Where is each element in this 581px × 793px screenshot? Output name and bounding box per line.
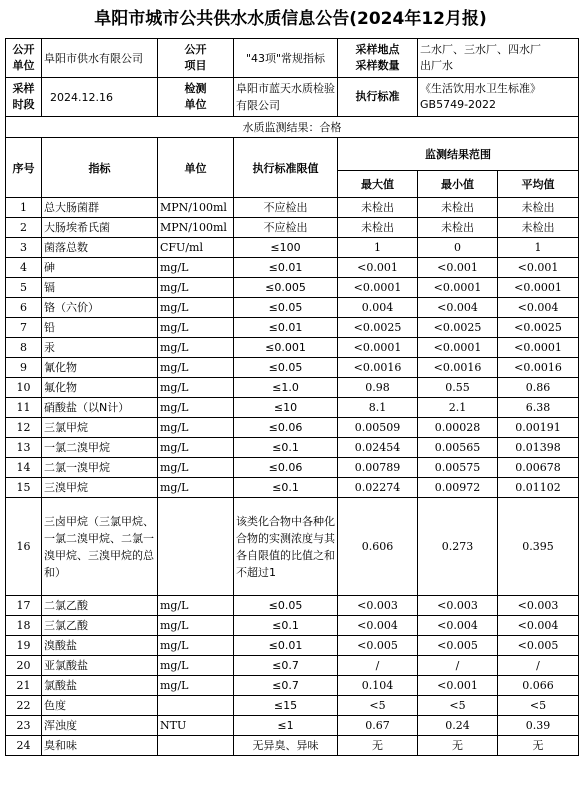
row-name: 一氯二溴甲烷 (42, 438, 158, 458)
row-max: 0.02274 (338, 478, 418, 498)
row-unit: CFU/ml (158, 238, 234, 258)
row-unit: mg/L (158, 596, 234, 616)
row-min: 无 (418, 736, 498, 756)
row-avg: 0.86 (498, 378, 579, 398)
lab-label: 检测 单位 (158, 78, 234, 117)
table-row (6, 238, 579, 258)
row-min: <0.0016 (418, 358, 498, 378)
row-min: <5 (418, 696, 498, 716)
row-min: 0.55 (418, 378, 498, 398)
row-avg: 0.39 (498, 716, 579, 736)
row-name: 三溴甲烷 (42, 478, 158, 498)
row-limit: 不应检出 (234, 218, 338, 238)
row-avg: 0.395 (498, 498, 579, 596)
row-avg: <0.005 (498, 636, 579, 656)
row-unit: MPN/100ml (158, 198, 234, 218)
header-range: 监测结果范围 (338, 138, 579, 171)
row-unit: mg/L (158, 478, 234, 498)
row-avg: 0.00678 (498, 458, 579, 478)
row-limit: ≤0.01 (234, 318, 338, 338)
row-max: <0.0001 (338, 338, 418, 358)
row-no: 11 (6, 398, 42, 418)
row-max: <0.001 (338, 258, 418, 278)
table-row (6, 498, 579, 596)
row-avg: 0.066 (498, 676, 579, 696)
row-unit: mg/L (158, 378, 234, 398)
row-no: 21 (6, 676, 42, 696)
table-row (6, 736, 579, 756)
row-unit: mg/L (158, 318, 234, 338)
row-no: 9 (6, 358, 42, 378)
row-name: 铬（六价） (42, 298, 158, 318)
row-unit: mg/L (158, 676, 234, 696)
row-avg: <0.003 (498, 596, 579, 616)
row-min: <0.001 (418, 676, 498, 696)
row-name: 三卤甲烷（三氯甲烷、一氯二溴甲烷、二氯一溴甲烷、三溴甲烷的总和） (42, 498, 158, 596)
row-no: 13 (6, 438, 42, 458)
row-unit: mg/L (158, 458, 234, 478)
row-no: 14 (6, 458, 42, 478)
row-limit: ≤0.7 (234, 656, 338, 676)
table-row (6, 418, 579, 438)
table-row (6, 656, 579, 676)
row-max: <0.003 (338, 596, 418, 616)
row-max: <0.0001 (338, 278, 418, 298)
info-row-2 (6, 78, 579, 117)
row-no: 5 (6, 278, 42, 298)
table-row (6, 438, 579, 458)
table-row (6, 198, 579, 218)
row-max: 0.98 (338, 378, 418, 398)
row-max: / (338, 656, 418, 676)
row-avg: 0.00191 (498, 418, 579, 438)
row-max: 0.67 (338, 716, 418, 736)
row-name: 浑浊度 (42, 716, 158, 736)
row-avg: <0.0001 (498, 338, 579, 358)
row-name: 砷 (42, 258, 158, 278)
row-avg: 6.38 (498, 398, 579, 418)
site-qty-label: 采样地点 采样数量 (338, 39, 418, 78)
result-line: 水质监测结果：合格 (6, 117, 579, 138)
row-min: <0.003 (418, 596, 498, 616)
row-max: 0.00789 (338, 458, 418, 478)
header-unit: 单位 (158, 138, 234, 198)
row-name: 臭和味 (42, 736, 158, 756)
table-row (6, 458, 579, 478)
header-index: 指标 (42, 138, 158, 198)
row-max: 0.02454 (338, 438, 418, 458)
row-name: 二氯乙酸 (42, 596, 158, 616)
project-value: "43项"常规指标 (234, 39, 338, 78)
row-unit (158, 696, 234, 716)
row-limit: ≤0.001 (234, 338, 338, 358)
row-avg: / (498, 656, 579, 676)
row-min: 0.00972 (418, 478, 498, 498)
row-avg: <0.004 (498, 616, 579, 636)
row-limit: ≤0.005 (234, 278, 338, 298)
row-no: 3 (6, 238, 42, 258)
table-row (6, 596, 579, 616)
table-row (6, 398, 579, 418)
project-label: 公开 项目 (158, 39, 234, 78)
unit-label: 公开 单位 (6, 39, 42, 78)
row-no: 22 (6, 696, 42, 716)
row-limit: 不应检出 (234, 198, 338, 218)
table-body (6, 198, 579, 756)
row-limit: ≤0.01 (234, 258, 338, 278)
table-row (6, 616, 579, 636)
row-max: 8.1 (338, 398, 418, 418)
row-max: 0.004 (338, 298, 418, 318)
row-unit: mg/L (158, 278, 234, 298)
row-no: 17 (6, 596, 42, 616)
table-row (6, 278, 579, 298)
time-value: 2024.12.16 (42, 78, 158, 117)
row-min: <0.0001 (418, 338, 498, 358)
row-no: 18 (6, 616, 42, 636)
row-limit: 无异臭、异味 (234, 736, 338, 756)
header-avg: 平均值 (498, 171, 579, 198)
row-name: 铅 (42, 318, 158, 338)
row-limit: ≤0.05 (234, 298, 338, 318)
row-name: 色度 (42, 696, 158, 716)
row-no: 19 (6, 636, 42, 656)
row-min: 0.00028 (418, 418, 498, 438)
header-max: 最大值 (338, 171, 418, 198)
row-unit: mg/L (158, 616, 234, 636)
table-row (6, 258, 579, 278)
header-no: 序号 (6, 138, 42, 198)
row-name: 氰化物 (42, 358, 158, 378)
header-limit: 执行标准限值 (234, 138, 338, 198)
row-unit: mg/L (158, 656, 234, 676)
row-limit: ≤0.7 (234, 676, 338, 696)
row-limit: ≤15 (234, 696, 338, 716)
row-name: 二氯一溴甲烷 (42, 458, 158, 478)
row-no: 16 (6, 498, 42, 596)
row-max: <5 (338, 696, 418, 716)
row-max: <0.004 (338, 616, 418, 636)
row-min: 0.00575 (418, 458, 498, 478)
row-limit: ≤0.06 (234, 418, 338, 438)
row-avg: <0.0001 (498, 278, 579, 298)
row-unit: mg/L (158, 398, 234, 418)
row-name: 氟化物 (42, 378, 158, 398)
row-no: 20 (6, 656, 42, 676)
row-max: 未检出 (338, 218, 418, 238)
table-row (6, 716, 579, 736)
row-unit: mg/L (158, 298, 234, 318)
row-limit: ≤0.05 (234, 596, 338, 616)
row-avg: <0.001 (498, 258, 579, 278)
row-unit: mg/L (158, 418, 234, 438)
row-no: 15 (6, 478, 42, 498)
row-min: 0.24 (418, 716, 498, 736)
table-row (6, 298, 579, 318)
row-min: <0.005 (418, 636, 498, 656)
row-avg: <5 (498, 696, 579, 716)
result-row (6, 117, 579, 138)
info-row-1 (6, 39, 579, 78)
table-row (6, 338, 579, 358)
row-limit: ≤10 (234, 398, 338, 418)
row-name: 三氯乙酸 (42, 616, 158, 636)
row-max: <0.0025 (338, 318, 418, 338)
row-unit: mg/L (158, 258, 234, 278)
row-max: 未检出 (338, 198, 418, 218)
row-min: 未检出 (418, 198, 498, 218)
row-limit: ≤1.0 (234, 378, 338, 398)
row-unit: mg/L (158, 358, 234, 378)
row-no: 1 (6, 198, 42, 218)
row-avg: 无 (498, 736, 579, 756)
row-name: 溴酸盐 (42, 636, 158, 656)
row-min: 2.1 (418, 398, 498, 418)
row-unit: MPN/100ml (158, 218, 234, 238)
row-limit: ≤0.1 (234, 616, 338, 636)
lab-value: 阜阳市蓝天水质检验有限公司 (234, 78, 338, 117)
row-unit: mg/L (158, 636, 234, 656)
row-name: 三氯甲烷 (42, 418, 158, 438)
row-min: 未检出 (418, 218, 498, 238)
row-no: 4 (6, 258, 42, 278)
table-row (6, 696, 579, 716)
water-quality-table (5, 38, 579, 756)
row-min: 0.273 (418, 498, 498, 596)
row-max: 0.104 (338, 676, 418, 696)
row-avg: 0.01102 (498, 478, 579, 498)
row-avg: <0.0025 (498, 318, 579, 338)
row-no: 12 (6, 418, 42, 438)
row-min: <0.0025 (418, 318, 498, 338)
row-name: 菌落总数 (42, 238, 158, 258)
std-value: 《生活饮用水卫生标准》 GB5749-2022 (418, 78, 579, 117)
std-label: 执行标准 (338, 78, 418, 117)
table-row (6, 676, 579, 696)
row-avg: 未检出 (498, 198, 579, 218)
row-name: 汞 (42, 338, 158, 358)
row-limit: ≤0.1 (234, 478, 338, 498)
row-max: <0.005 (338, 636, 418, 656)
row-no: 7 (6, 318, 42, 338)
row-avg: <0.0016 (498, 358, 579, 378)
row-name: 亚氯酸盐 (42, 656, 158, 676)
table-row (6, 478, 579, 498)
table-row (6, 636, 579, 656)
row-name: 氯酸盐 (42, 676, 158, 696)
row-min: 0 (418, 238, 498, 258)
unit-value: 阜阳市供水有限公司 (42, 39, 158, 78)
row-limit: ≤0.06 (234, 458, 338, 478)
row-no: 2 (6, 218, 42, 238)
row-avg: 未检出 (498, 218, 579, 238)
row-max: 无 (338, 736, 418, 756)
header-min: 最小值 (418, 171, 498, 198)
row-no: 10 (6, 378, 42, 398)
row-avg: 1 (498, 238, 579, 258)
row-no: 6 (6, 298, 42, 318)
row-unit: mg/L (158, 338, 234, 358)
row-name: 硝酸盐（以N计） (42, 398, 158, 418)
row-max: <0.0016 (338, 358, 418, 378)
row-min: / (418, 656, 498, 676)
row-no: 8 (6, 338, 42, 358)
row-min: <0.004 (418, 616, 498, 636)
site-qty-value: 二水厂、三水厂、四水厂 出厂水 (418, 39, 579, 78)
row-name: 大肠埃希氏菌 (42, 218, 158, 238)
row-max: 1 (338, 238, 418, 258)
row-limit: ≤0.01 (234, 636, 338, 656)
row-no: 24 (6, 736, 42, 756)
row-limit: ≤0.1 (234, 438, 338, 458)
row-no: 23 (6, 716, 42, 736)
row-unit: mg/L (158, 438, 234, 458)
row-avg: 0.01398 (498, 438, 579, 458)
table-row (6, 358, 579, 378)
page-title: 阜阳市城市公共供水水质信息公告(2024年12月报) (94, 9, 487, 29)
row-avg: <0.004 (498, 298, 579, 318)
row-name: 镉 (42, 278, 158, 298)
row-limit: ≤100 (234, 238, 338, 258)
row-min: <0.001 (418, 258, 498, 278)
row-limit: ≤0.05 (234, 358, 338, 378)
row-unit (158, 498, 234, 596)
row-name: 总大肠菌群 (42, 198, 158, 218)
row-min: <0.004 (418, 298, 498, 318)
row-min: <0.0001 (418, 278, 498, 298)
header-row-1 (6, 138, 579, 171)
row-unit: NTU (158, 716, 234, 736)
table-row (6, 218, 579, 238)
row-limit: ≤1 (234, 716, 338, 736)
row-max: 0.00509 (338, 418, 418, 438)
table-row (6, 318, 579, 338)
row-max: 0.606 (338, 498, 418, 596)
row-min: 0.00565 (418, 438, 498, 458)
row-limit: 该类化合物中各种化合物的实测浓度与其各自限值的比值之和不超过1 (234, 498, 338, 596)
time-label: 采样 时段 (6, 78, 42, 117)
row-unit (158, 736, 234, 756)
table-row (6, 378, 579, 398)
